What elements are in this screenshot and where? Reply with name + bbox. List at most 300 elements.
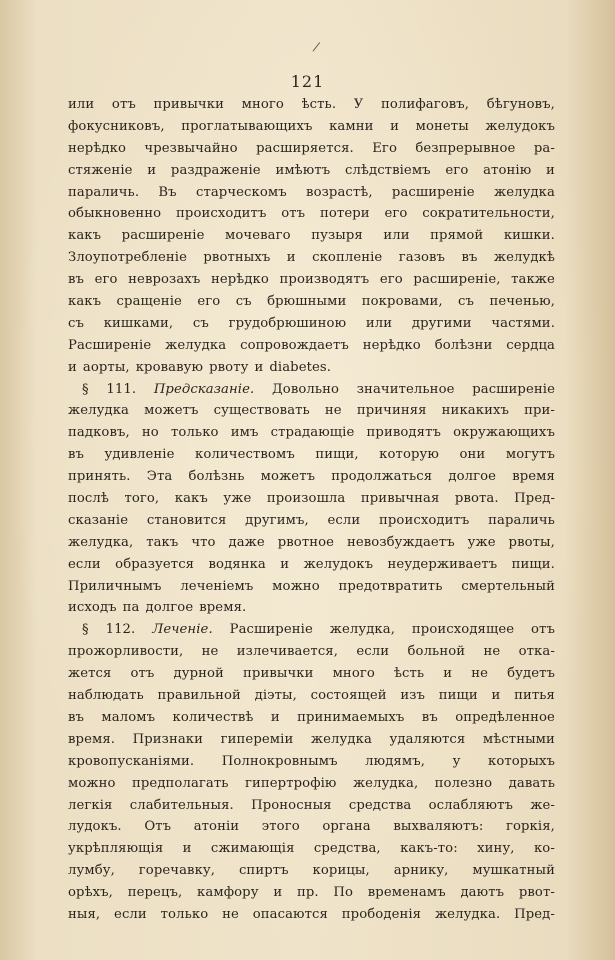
word: мушкатный — [472, 863, 555, 879]
word: ѣсть. — [301, 97, 337, 112]
word: можно — [272, 578, 320, 594]
word: даже — [228, 534, 265, 550]
word: окружающихъ — [453, 425, 555, 441]
word: образуется — [115, 556, 195, 572]
word: и — [443, 666, 453, 682]
word: время — [512, 469, 555, 485]
word: его — [384, 206, 408, 222]
word: происходящее — [411, 622, 515, 638]
word: и — [270, 709, 280, 725]
word: хину, — [477, 841, 515, 857]
word: предполагать — [131, 775, 229, 791]
word: не — [222, 906, 239, 922]
word: слѣдствіемъ — [344, 162, 431, 178]
word: нерѣдко — [362, 337, 421, 353]
word: рвоту — [209, 359, 249, 375]
word: пищи — [438, 688, 478, 704]
text-line — [68, 247, 555, 269]
word: горкія, — [505, 819, 555, 835]
word: которыхъ — [487, 753, 555, 769]
word: У — [353, 97, 364, 112]
word: расширеніе — [472, 381, 555, 397]
text-line — [68, 379, 555, 401]
word: Полнокровнымъ — [221, 753, 338, 769]
word: сократительности, — [422, 206, 555, 222]
word: прожорливости, — [68, 644, 184, 660]
word: могутъ — [505, 447, 555, 463]
word: невозбуждаетъ — [346, 534, 455, 550]
word: леченіемъ — [180, 578, 254, 594]
word: другими — [411, 315, 472, 331]
text-line — [68, 685, 555, 707]
word: и — [390, 118, 400, 134]
text-line — [68, 816, 555, 838]
word: уже — [223, 491, 252, 507]
word: Расширеніе — [68, 337, 152, 353]
word: средства — [348, 797, 412, 813]
word: какъ — [68, 228, 102, 244]
word: кровавую — [135, 359, 204, 375]
word: діэты, — [254, 688, 297, 704]
word: 112. — [105, 622, 136, 638]
text-line — [68, 138, 555, 160]
text-line — [68, 751, 555, 773]
word: расширеніе — [391, 184, 475, 200]
word: Пред- — [514, 906, 555, 922]
word: По — [333, 885, 354, 901]
word: продолжаться — [331, 469, 433, 485]
word: много — [241, 97, 284, 112]
word: его — [94, 272, 118, 288]
word: желудка — [310, 731, 372, 747]
word: правильной — [157, 688, 241, 704]
word: желудка, — [352, 775, 419, 791]
word: не — [201, 644, 219, 660]
word: бѣгуновъ, — [486, 97, 555, 112]
word: въ — [68, 272, 85, 288]
word: фокусниковъ, — [68, 118, 165, 134]
word: въ — [421, 709, 438, 725]
word: же- — [530, 797, 555, 813]
word: корицы, — [312, 863, 370, 879]
word: желудка — [68, 403, 129, 419]
word: существовать — [213, 403, 310, 419]
word: уже — [467, 534, 496, 550]
word: сопровождаетъ — [240, 337, 349, 353]
text-line — [68, 510, 555, 532]
word: ко- — [533, 841, 555, 857]
word: нерѣдко — [68, 140, 126, 156]
word: опасаются — [252, 906, 328, 922]
word: людямъ, — [365, 753, 425, 769]
word: привычки — [243, 666, 314, 682]
word: не — [324, 403, 342, 419]
word: мѣстными — [482, 731, 555, 747]
word: спиртъ — [238, 863, 289, 879]
word: смертельный — [461, 578, 555, 594]
word: печенью, — [489, 294, 555, 310]
word: раздраженіе — [170, 162, 261, 178]
word: сжимающія — [210, 841, 295, 857]
word: рвоты, — [508, 534, 555, 550]
word: питья — [514, 688, 555, 704]
word: неврозахъ — [128, 272, 201, 288]
word: опредѣленное — [455, 709, 555, 725]
word: становится — [146, 512, 227, 528]
word: производятъ — [279, 272, 370, 288]
word: что — [191, 534, 216, 550]
word: также — [511, 272, 555, 288]
text-line — [68, 882, 555, 904]
text-line — [68, 838, 555, 860]
word: только — [171, 425, 219, 441]
word: долгое — [145, 600, 194, 616]
text-line — [68, 444, 555, 466]
word: можно — [68, 775, 116, 791]
word: орѣхъ, — [68, 885, 113, 901]
word: кишками, — [103, 315, 174, 331]
word: Пред- — [514, 491, 555, 507]
word: въ — [68, 447, 85, 463]
word: отъ — [531, 622, 555, 638]
word: Его — [372, 140, 397, 156]
word: причиняя — [356, 403, 427, 419]
word: ѣсть — [393, 666, 425, 682]
word: расширеніе, — [413, 272, 501, 288]
word: значительное — [356, 381, 455, 397]
word: но — [141, 425, 159, 441]
word: грудобрюшиною — [228, 315, 347, 331]
word: имъ — [230, 425, 259, 441]
text-line — [68, 422, 555, 444]
word: отъ — [130, 666, 155, 682]
word: падковъ, — [68, 425, 130, 441]
word: прободенія — [341, 906, 422, 922]
word: даютъ — [460, 885, 505, 901]
word: наблюдать — [68, 688, 144, 704]
word: diabetes. — [269, 359, 332, 375]
word: старческомъ — [195, 184, 287, 200]
word: атоніи — [193, 819, 240, 835]
word: болѣзни — [434, 337, 493, 353]
word: его — [379, 272, 403, 288]
word: если — [356, 644, 390, 660]
word: стяженіе — [68, 162, 133, 178]
word: съ — [68, 315, 84, 331]
word: пищи. — [511, 556, 555, 572]
word: маломъ — [101, 709, 156, 725]
word: органа — [322, 819, 371, 835]
word: какъ — [68, 294, 102, 310]
word: привычная — [360, 491, 440, 507]
word: пр. — [296, 885, 319, 901]
text-line — [68, 488, 555, 510]
word: горечавку, — [138, 863, 216, 879]
word: легкія — [68, 797, 113, 813]
word: можетъ — [260, 469, 316, 485]
word: рвот- — [518, 885, 555, 901]
word: параличь. — [68, 184, 140, 200]
word: водянка — [208, 556, 266, 572]
word: Отъ — [144, 819, 172, 835]
word: полезно — [434, 775, 493, 791]
word: пищи, — [315, 447, 359, 463]
word: имѣютъ — [275, 162, 331, 178]
word: или — [365, 315, 393, 331]
word: ра- — [533, 140, 555, 156]
word: не — [471, 666, 489, 682]
word: дурной — [173, 666, 224, 682]
text-line — [68, 576, 555, 598]
word: нерѣдко — [210, 272, 269, 288]
text-line — [68, 554, 555, 576]
word: аорты, — [82, 359, 130, 375]
word: желудка — [165, 337, 227, 353]
word: Предсказаніе. — [153, 381, 255, 397]
word: средства, — [313, 841, 381, 857]
word: чрезвычайно — [144, 140, 238, 156]
word: количествомъ — [195, 447, 295, 463]
text-line — [68, 729, 555, 751]
word: рвотное — [277, 534, 335, 550]
text-line — [68, 400, 555, 422]
text-line — [68, 94, 555, 116]
word: можетъ — [144, 403, 199, 419]
word: Въ — [158, 184, 177, 200]
word: послѣ — [68, 491, 109, 507]
word: Признаки — [132, 731, 204, 747]
word: или — [68, 97, 95, 112]
word: перецъ, — [127, 885, 183, 901]
word: время. — [199, 600, 247, 616]
word: рвотныхъ — [203, 250, 271, 266]
word: безпрерывное — [415, 140, 516, 156]
word: лумбу, — [68, 863, 115, 879]
word: кровопусканіями. — [68, 753, 195, 769]
text-line — [68, 860, 555, 882]
word: сердца — [506, 337, 555, 353]
text-line — [68, 619, 555, 641]
word: и — [546, 162, 555, 178]
text-line — [68, 357, 555, 379]
word: давать — [508, 775, 555, 791]
word: неудерживаетъ — [387, 556, 498, 572]
word: изъ — [400, 688, 426, 704]
word: желудка, — [329, 622, 396, 638]
text-line — [68, 313, 555, 335]
word: при- — [524, 403, 555, 419]
word: этого — [261, 819, 300, 835]
word: и — [273, 885, 283, 901]
word: Расширеніе — [229, 622, 313, 638]
word: принять. — [68, 469, 131, 485]
text-line — [68, 182, 555, 204]
word: приводятъ — [366, 425, 441, 441]
word: желудокъ — [303, 556, 374, 572]
word: лудокъ. — [68, 819, 122, 835]
word: брюшными — [267, 294, 347, 310]
word: желудка, — [68, 534, 134, 550]
word: съ — [458, 294, 475, 310]
word: арнику, — [393, 863, 449, 879]
word: желудокъ — [485, 118, 555, 134]
word: гипертрофію — [244, 775, 337, 791]
word: рвота. — [454, 491, 499, 507]
word: много — [332, 666, 375, 682]
word: удивленіе — [104, 447, 175, 463]
word: и — [286, 250, 296, 266]
word: гипереміи — [220, 731, 294, 747]
text-line — [68, 269, 555, 291]
text-line — [68, 597, 555, 619]
word: покровами, — [361, 294, 443, 310]
text-line — [68, 904, 555, 926]
word: потери — [320, 206, 370, 222]
word: въ — [461, 250, 478, 266]
text-line — [68, 225, 555, 247]
word: монеты — [415, 118, 469, 134]
word: съ — [192, 315, 209, 331]
word: камфору — [197, 885, 259, 901]
word: излечивается, — [236, 644, 339, 660]
word: полифаговъ, — [381, 97, 470, 112]
word: ослабляютъ — [428, 797, 514, 813]
body-text — [68, 94, 555, 926]
word: Проносныя — [251, 797, 332, 813]
word: другимъ, — [245, 512, 309, 528]
word: временамъ — [367, 885, 446, 901]
text-line — [68, 641, 555, 663]
word: и — [491, 688, 501, 704]
word: кишки. — [503, 228, 555, 244]
word: отъ — [111, 97, 136, 112]
word: камни — [329, 118, 374, 134]
word: отка- — [518, 644, 555, 660]
word: частями. — [491, 315, 555, 331]
word: § — [82, 622, 89, 638]
word: и — [147, 162, 157, 178]
text-line — [68, 116, 555, 138]
word: ныя, — [68, 906, 101, 922]
word: если — [114, 906, 147, 922]
word: болѣзнь — [188, 469, 245, 485]
text-line — [68, 291, 555, 313]
word: и — [182, 841, 192, 857]
text-line — [68, 466, 555, 488]
word: только — [160, 906, 209, 922]
word: какъ — [174, 491, 208, 507]
word: сказаніе — [68, 512, 129, 528]
word: его — [197, 294, 221, 310]
word: и — [280, 556, 290, 572]
word: количествѣ — [172, 709, 254, 725]
word: желудка — [493, 184, 555, 200]
word: и — [254, 359, 264, 375]
word: желудка. — [434, 906, 501, 922]
word: происходитъ — [378, 512, 470, 528]
word: укрѣпляющія — [68, 841, 164, 857]
text-line — [68, 663, 555, 685]
word: долгое — [448, 469, 497, 485]
word: жется — [68, 666, 112, 682]
text-line — [68, 160, 555, 182]
text-line — [68, 532, 555, 554]
page-number: 121 — [290, 72, 325, 91]
word: которую — [379, 447, 439, 463]
word: Эта — [146, 469, 173, 485]
word: прямой — [430, 228, 484, 244]
word: газовъ — [398, 250, 446, 266]
word: Злоупотребленіе — [68, 250, 187, 266]
word: никакихъ — [441, 403, 510, 419]
word: мочеваго — [225, 228, 291, 244]
word: скопленіе — [312, 250, 383, 266]
word: страдающіе — [270, 425, 355, 441]
text-line — [68, 203, 555, 225]
word: исходъ — [68, 600, 117, 616]
word: удаляются — [389, 731, 466, 747]
word: если — [327, 512, 361, 528]
word: больной — [407, 644, 466, 660]
text-line — [68, 773, 555, 795]
word: у — [452, 753, 461, 769]
word: такъ — [146, 534, 179, 550]
text-line — [68, 707, 555, 729]
word: время. — [68, 731, 116, 747]
word: принимаемыхъ — [297, 709, 405, 725]
word: слабительныя. — [129, 797, 234, 813]
word: пузыря — [311, 228, 363, 244]
text-line — [68, 795, 555, 817]
word: расширяется. — [256, 140, 354, 156]
word: того, — [124, 491, 160, 507]
word: будетъ — [507, 666, 555, 682]
word: § — [82, 381, 89, 397]
word: па — [122, 600, 140, 616]
word: Леченіе. — [152, 622, 213, 638]
word: и — [68, 359, 77, 375]
word: они — [459, 447, 486, 463]
word: возрастѣ, — [306, 184, 373, 200]
word: его — [445, 162, 469, 178]
word: Приличнымъ — [68, 578, 162, 594]
pencil-mark: / — [311, 39, 321, 56]
word: предотвратить — [338, 578, 443, 594]
word: 111. — [106, 381, 137, 397]
word: происходитъ — [176, 206, 267, 222]
word: произошла — [266, 491, 346, 507]
word: обыкновенно — [68, 206, 162, 222]
word: привычки — [153, 97, 224, 112]
word: атонію — [483, 162, 532, 178]
word: параличь — [488, 512, 555, 528]
word: если — [68, 556, 101, 572]
word: желудкѣ — [493, 250, 555, 266]
word: отъ — [281, 206, 306, 222]
word: Довольно — [271, 381, 340, 397]
text-line — [68, 335, 555, 357]
word: съ — [235, 294, 252, 310]
word: состоящей — [310, 688, 387, 704]
word: не — [483, 644, 501, 660]
word: въ — [68, 709, 85, 725]
word: проглатывающихъ — [181, 118, 313, 134]
word: или — [383, 228, 410, 244]
word: какъ-то: — [400, 841, 458, 857]
word: выхваляютъ: — [393, 819, 484, 835]
word: сращеніе — [116, 294, 182, 310]
word: расширеніе — [121, 228, 205, 244]
